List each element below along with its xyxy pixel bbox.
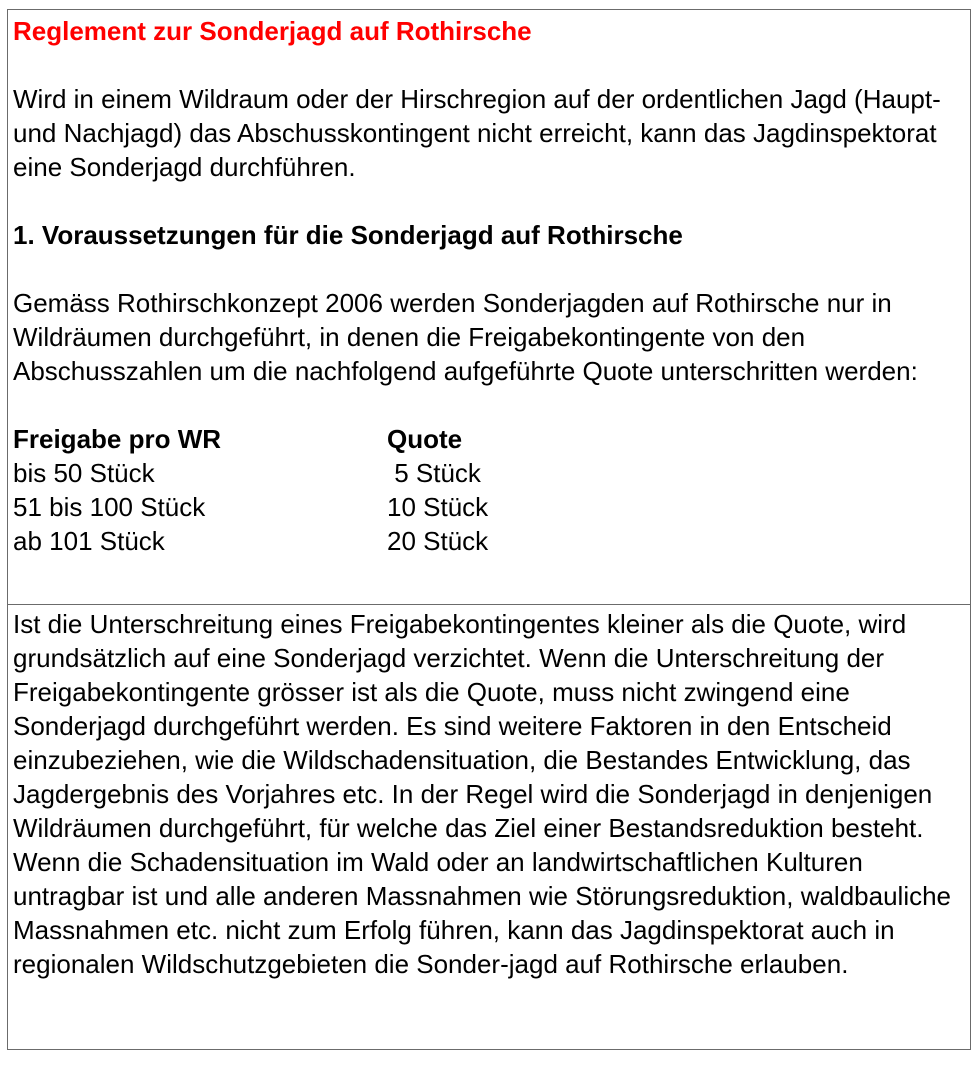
section-paragraph: Gemäss Rothirschkonzept 2006 werden Sonderjagden auf Rothirsche nur in Wildräumen durchgeführt, in denen die Freigabekontingente von den Abschusszahlen um die nachfolgend aufgeführte Quote unterschritten werden: [13,288,918,386]
intro-paragraph: Wird in einem Wildraum oder der Hirschregion auf der ordentlichen Jagd (Haupt- und Nachjagd) das Abschusskontingent nicht erreicht, kann das Jagdinspektorat eine Sonderjagd durchführen. [13,84,941,182]
table-row [13,490,488,524]
section-divider [8,604,970,605]
table-cell: 5 Stück [387,458,481,488]
document-bottom-section [13,607,968,981]
table-cell: 51 bis 100 Stück [13,492,206,522]
quota-table [13,422,488,558]
document-box [7,9,971,1050]
table-header-row [13,422,488,456]
table-header-freigabe: Freigabe pro WR [13,424,222,454]
spacer [13,184,968,218]
table-cell: 10 Stück [387,492,489,522]
spacer [13,48,968,82]
section-heading: 1. Voraussetzungen für die Sonderjagd auf Rothirsche [13,220,683,250]
table-row [13,524,488,558]
table-cell: bis 50 Stück [13,458,155,488]
document-title: Reglement zur Sonderjagd auf Rothirsche [13,16,532,46]
document-top-section [13,14,968,558]
table-cell: 20 Stück [387,526,489,556]
closing-paragraph: Ist die Unterschreitung eines Freigabekontingentes kleiner als die Quote, wird grundsätzlich auf eine Sonderjagd verzichtet. Wenn die Unterschreitung der Freigabekontingente grösser ist als die Quote, muss nicht zwingend eine Sonderjagd durchgeführt werden. Es sind weitere Faktoren in den Entscheid einzubeziehen, wie die Wildschadensituation, die Bestandes Entwicklung, das Jagdergebnis des Vorjahres etc. In der Regel wird die Sonderjagd in denjenigen Wildräumen durchgeführt, für welche das Ziel einer Bestandsreduktion besteht. Wenn die Schadensituation im Wald oder an landwirtschaftlichen Kulturen untragbar ist und alle anderen Massnahmen wie Störungsreduktion, waldbauliche Massnahmen etc. nicht zum Erfolg führen, kann das Jagdinspektorat auch in regionalen Wildschutzgebieten die Sonder-jagd auf Rothirsche erlauben. [13,609,952,979]
table-row [13,456,488,490]
spacer [13,252,968,286]
table-cell: ab 101 Stück [13,526,165,556]
spacer [13,388,968,422]
table-header-quote: Quote [387,424,463,454]
